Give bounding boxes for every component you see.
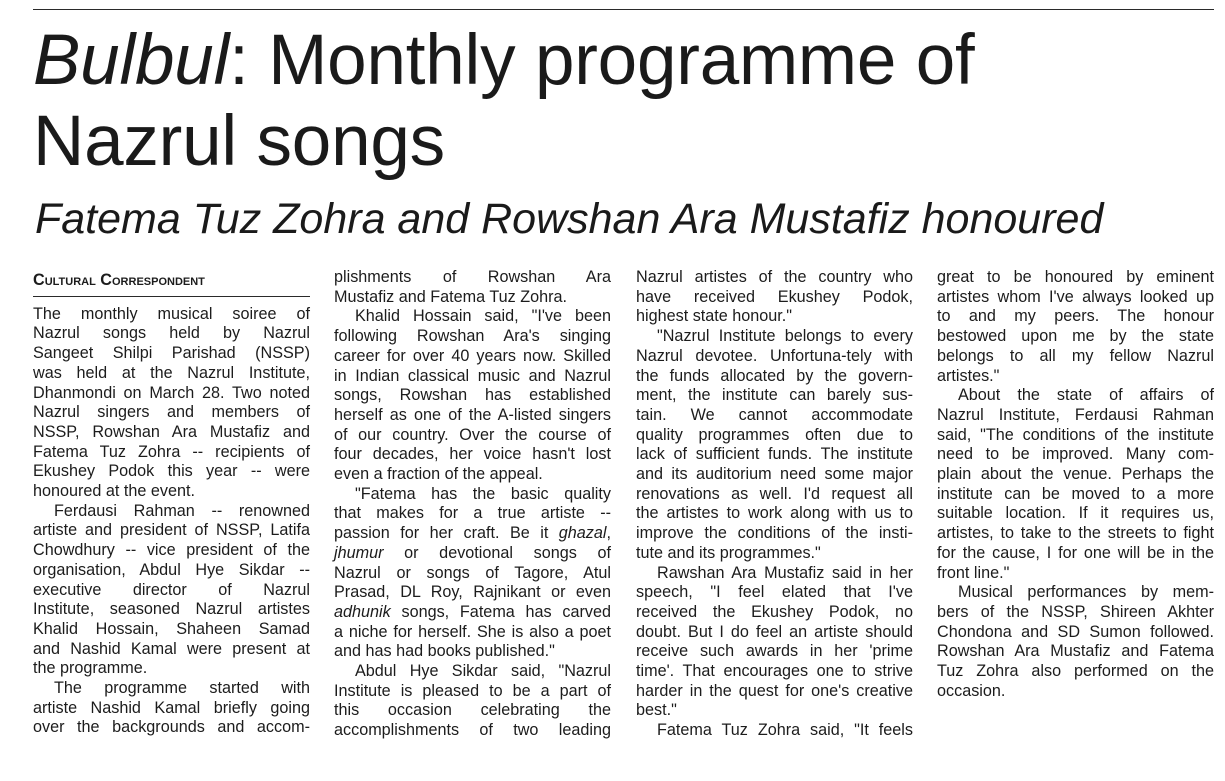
text-line: The programme started with (54, 679, 310, 698)
text-line: was held at the Nazrul Institute, (33, 363, 310, 382)
text-line: ment, the institute can barely sus- (636, 386, 913, 405)
text-line: Khalid Hossain, Shaheen Samad (33, 619, 310, 638)
column-1 (33, 268, 310, 738)
text-line: Institute, seasoned Nazrul artistes (33, 600, 310, 619)
text-segment: or devotional songs of (383, 543, 611, 562)
text-line: the artistes to work along with us to (636, 504, 913, 523)
text-segment: songs, Fatema has carved (390, 602, 611, 621)
text-line: improve the conditions of the insti- (636, 524, 913, 543)
text-line: speech, "I feel elated that I've (636, 583, 913, 602)
text-line: institute can be moved to a more (937, 484, 1214, 503)
subheadline: Fatema Tuz Zohra and Rowshan Ara Mustafiz honoured (35, 195, 1104, 243)
text-line: Fatema Tuz Zohra said, "It feels (657, 721, 913, 740)
text-line: artiste and president of NSSP, Latifa (33, 521, 310, 540)
text-line: plain about the venue. Perhaps the (937, 465, 1214, 484)
text-segment: , (606, 524, 611, 543)
text-line: need to be improved. Many com- (937, 445, 1214, 464)
text-line: tain. We cannot accommodate (636, 405, 913, 424)
text-line: songs, Rowshan has established (334, 386, 611, 405)
text-line: four decades, her voice hasn't lost (334, 445, 611, 464)
text-line: time'. That encourages one to strive (636, 662, 913, 681)
text-line: Musical performances by mem- (958, 583, 1214, 602)
text-line: artistes, to take to the streets to fight (937, 524, 1214, 543)
text-line: said, "The conditions of the institute (937, 425, 1214, 444)
text-line: The monthly musical soiree of (33, 304, 310, 323)
text-line: Rawshan Ara Mustafiz said in her (657, 563, 913, 582)
headline-line-2: Nazrul songs (33, 102, 445, 181)
text-line: honoured at the event. (33, 482, 196, 501)
text-line: bestowed upon me by the state (937, 327, 1214, 346)
text-line: tute and its programmes." (636, 543, 821, 562)
text-line: this occasion celebrating the (334, 701, 611, 720)
text-line (334, 603, 611, 623)
text-line: Chondona and SD Sumon followed. (937, 622, 1214, 641)
text-line: Nazrul or songs of Tagore, Atul (334, 563, 611, 582)
text-line: that makes for a true artiste -- (334, 504, 611, 523)
text-line: Dhanmondi on March 28. Two noted (33, 383, 310, 402)
text-line: career for over 40 years now. Skilled (334, 346, 611, 365)
text-line: Ferdausi Rahman -- renowned (54, 501, 310, 520)
text-line: harder in the quest for one's creative (636, 681, 913, 700)
text-line: Nazrul artistes of the country who (636, 268, 913, 286)
text-line: Nazrul singers and members of (33, 403, 310, 422)
text-line: artistes whom I've always looked up (937, 287, 1214, 306)
text-line: the programme. (33, 659, 148, 678)
text-line: and has had books published." (334, 642, 555, 661)
text-line: organisation, Abdul Hye Sikdar -- (33, 560, 310, 579)
text-line: front line." (937, 563, 1010, 582)
text-line: occasion. (937, 681, 1006, 700)
text-line: for the cause, I for one will be in the (937, 543, 1214, 562)
text-line: best." (636, 701, 677, 720)
text-line: artiste Nashid Kamal briefly going (33, 698, 310, 717)
text-line: in Indian classical music and Nazrul (334, 366, 611, 385)
headline-title: Bulbul (33, 21, 230, 100)
text-line: following Rowshan Ara's singing (334, 327, 611, 346)
text-line: About the state of affairs of (958, 386, 1214, 405)
text-line: Nazrul Institute, Ferdausi Rahman (937, 405, 1214, 424)
text-line: and its auditorium need some major (636, 465, 913, 484)
text-line: Ekushey Podok this year -- were (33, 462, 310, 481)
text-line: doubt. But I do feel an artiste should (636, 622, 913, 641)
text-line: of our country. Over the course of (334, 425, 611, 444)
text-line: renovations as well. I'd request all (636, 484, 913, 503)
text-line: NSSP, Rowshan Ara Mustafiz and (33, 422, 310, 441)
text-line (334, 544, 611, 564)
text-line: Nazrul songs held by Nazrul (33, 324, 310, 343)
text-line: Prasad, DL Roy, Rajnikant or even (334, 583, 611, 602)
text-line: Mustafiz and Fatema Tuz Zohra. (334, 287, 568, 306)
text-line: receive such awards in her 'prime (636, 642, 913, 661)
text-line: Fatema Tuz Zohra -- recipients of (33, 442, 310, 461)
text-line (334, 524, 611, 544)
text-line: the funds allocated by the govern- (636, 366, 913, 385)
column-3 (636, 268, 913, 741)
text-line: to and my peers. The honour (937, 307, 1214, 326)
text-line: bers of the NSSP, Shireen Akhter (937, 602, 1214, 621)
headline-line-1 (33, 20, 975, 101)
text-segment: passion for her craft. Be it (334, 524, 559, 543)
text-line: suitable location. If it requires us, (937, 504, 1214, 523)
text-line: Abdul Hye Sikdar said, "Nazrul (355, 662, 611, 681)
text-line: Khalid Hossain said, "I've been (355, 307, 611, 326)
text-line: even a fraction of the appeal. (334, 465, 543, 484)
text-line: a niche for herself. She is also a poet (334, 622, 611, 641)
text-line: Institute is pleased to be a part of (334, 681, 611, 700)
column-2 (334, 268, 611, 741)
text-line: lack of sufficient funds. The institute (636, 445, 913, 464)
text-line: Rowshan Ara Mustafiz and Fatema (937, 642, 1214, 661)
text-line: have received Ekushey Podok, (636, 287, 913, 306)
headline (33, 20, 975, 182)
text-line: highest state honour." (636, 307, 793, 326)
text-line: "Nazrul Institute belongs to every (657, 327, 913, 346)
text-line: belongs to all my fellow Nazrul (937, 346, 1214, 365)
text-line: accomplishments of two leading (334, 721, 611, 740)
byline: Cultural Correspondent (33, 268, 310, 297)
text-line: quality programmes often due to (636, 425, 913, 444)
text-line: Chowdhury -- vice president of the (33, 541, 310, 560)
text-line: over the backgrounds and accom- (33, 718, 310, 737)
text-line: plishments of Rowshan Ara (334, 268, 611, 286)
text-line: great to be honoured by eminent (937, 268, 1214, 286)
text-line: herself as one of the A-listed singers (334, 405, 611, 424)
column-4 (937, 268, 1214, 701)
text-line: received the Ekushey Podok, no (636, 602, 913, 621)
italic-term: ghazal (558, 524, 607, 543)
text-line: and Nashid Kamal were present at (33, 639, 310, 658)
text-line: Sangeet Shilpi Parishad (NSSP) (33, 344, 310, 363)
text-line: artistes." (937, 366, 1000, 385)
top-rule (33, 9, 1214, 10)
text-line: Nazrul devotee. Unfortuna-tely with (636, 346, 913, 365)
text-line: Tuz Zohra also performed on the (937, 662, 1214, 681)
headline-rest: : Monthly programme of (229, 21, 975, 100)
italic-term: jhumur (334, 543, 384, 562)
text-line: executive director of Nazrul (33, 580, 310, 599)
text-line: "Fatema has the basic quality (355, 484, 611, 503)
italic-term: adhunik (334, 602, 391, 621)
